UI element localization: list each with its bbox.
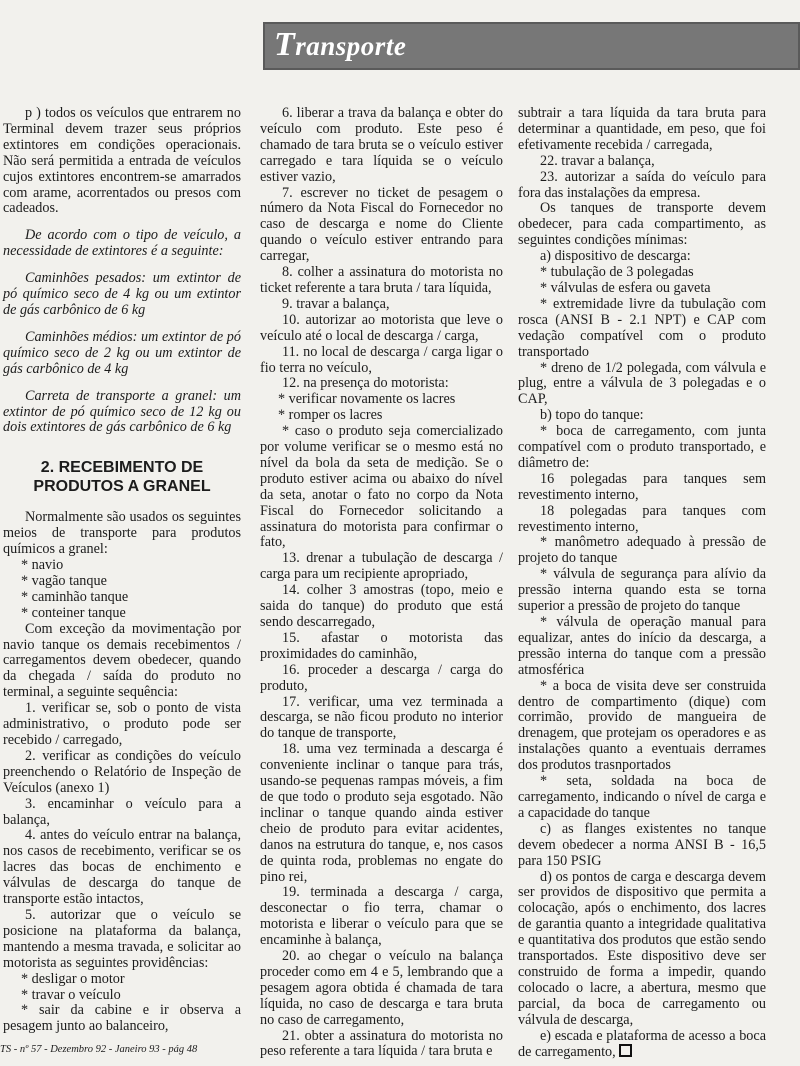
paragraph: Com exceção da movimentação por navio tanque os demais recebimentos / carregamentos devem obedecer, quando da chegada / saída do produto no terminal, a seguinte sequência: bbox=[3, 620, 241, 701]
list-item: 13. drenar a tubulação de descarga / carga para um recipiente apropriado, bbox=[260, 550, 503, 583]
list-item: * vagão tanque bbox=[21, 572, 107, 589]
list-item: 14. colher 3 amostras (topo, meio e saida do tanque) do produto que está sendo descarregado, bbox=[260, 582, 503, 630]
column-2 bbox=[260, 106, 503, 1060]
list-item: 16 polegadas para tanques sem revestimento interno, bbox=[518, 470, 766, 503]
paragraph-italic: Caminhões médios: um extintor de pó químico seco de 2 kg ou um extintor de gás carbônico de 4 kg bbox=[3, 328, 241, 377]
list-item: * extremidade livre da tubulação com rosca (ANSI B - 2.1 NPT) e CAP com vedação compatível com o produto transportado bbox=[518, 295, 766, 360]
list-item: * dreno de 1/2 polegada, com válvula e plug, entre a válvula de 3 polegadas e o CAP, bbox=[518, 359, 766, 408]
paragraph: Os tanques de transporte devem obedecer, para cada compartimento, as seguintes condições mínimas: bbox=[518, 200, 766, 249]
list-item: 8. colher a assinatura do motorista no ticket referente a tara bruta / tara líquida, bbox=[260, 264, 503, 296]
list-item: 2. verificar as condições do veículo preenchendo o Relatório de Inspeção de Veículos (anexo 1) bbox=[3, 747, 241, 796]
list-item: * seta, soldada na boca de carregamento, indicando o nível de carga e a capacidade do tanque bbox=[518, 773, 766, 821]
paragraph: p ) todos os veículos que entrarem no Terminal devem trazer seus próprios extintores em condições operacionais. Não será permitida a entrada de veículos cujos extintores encontrem-se amarrados com arame, acorrentados ou presos com cadeados. bbox=[3, 105, 241, 217]
paragraph-italic: Caminhões pesados: um extintor de pó químico seco de 4 kg ou um extintor de gás carbônico de 6 kg bbox=[3, 270, 241, 318]
section-heading: 2. RECEBIMENTO DE PRODUTOS A GRANEL bbox=[33, 459, 211, 496]
list-item: * caso o produto seja comercializado por volume verificar se o mesmo está no nível da bola da seta de medição. Se o produto estiver acima ou abaixo do nível da seta, anotar o fato no corpo da Nota Fiscal do Fornecedor solicitando a assinatura do motorista para confirmar o fato, bbox=[260, 423, 503, 551]
list-item: 21. obter a assinatura do motorista no peso referente a tara líquida / tara bruta e bbox=[260, 1027, 503, 1060]
list-item: 11. no local de descarga / carga ligar o fio terra no veículo, bbox=[260, 343, 503, 376]
list-item: 3. encaminhar o veículo para a balança, bbox=[3, 795, 241, 828]
paragraph-italic: Carreta de transporte a granel: um extintor de pó químico seco de 12 kg ou dois extintores de gás carbônico de 6 kg bbox=[3, 387, 241, 436]
list-item: * romper os lacres bbox=[278, 407, 383, 424]
list-item: * manômetro adequado à pressão de projeto do tanque bbox=[518, 534, 766, 567]
list-item: 23. autorizar a saída do veículo para fora das instalações da empresa. bbox=[518, 168, 766, 201]
section-header-title: Transporte bbox=[274, 26, 407, 63]
list-item: a) dispositivo de descarga: bbox=[540, 248, 691, 265]
list-item: * desligar o motor bbox=[21, 970, 125, 987]
list-item: * sair da cabine e ir observa a pesagem junto ao balanceiro, bbox=[3, 1002, 241, 1035]
paragraph-italic: De acordo com o tipo de veículo, a necessidade de extintores é a seguinte: bbox=[3, 227, 241, 260]
list-item: 18. uma vez terminada a descarga é conveniente inclinar o tanque para trás, usando-se pequenas rampas móveis, a fim de que todo o produto seja esgotado. Não inclinar o tanque quando ainda estiver cheio de produto para evitar acidentes, danos na estrutura do tanque, e, nos casos de quinta roda, problemas no engate do pino rei, bbox=[260, 741, 503, 885]
list-item: 12. na presença do motorista: bbox=[282, 375, 449, 392]
paragraph: subtrair a tara líquida da tara bruta para determinar a quantidade, em peso, que foi efetivamente recebida / carregada, bbox=[518, 105, 766, 153]
list-item: 19. terminada a descarga / carga, desconectar o fio terra, chamar o motorista e liberar o veículo para que se encaminhe à balança, bbox=[260, 884, 503, 949]
page-footer: TS - nº 57 - Dezembro 92 - Janeiro 93 - pág 48 bbox=[0, 1044, 198, 1055]
list-item: * válvula de operação manual para equalizar, antes do início da descarga, a pressão interna do tanque com a pressão atmosférica bbox=[518, 614, 766, 678]
list-item: 7. escrever no ticket de pesagem o número da Nota Fiscal do Fornecedor no caso de descarga e nome do Cliente quando o veículo estiver entrando para carregar, bbox=[260, 184, 503, 265]
column-1 bbox=[3, 106, 241, 1035]
list-item: 18 polegadas para tanques com revestimento interno, bbox=[518, 502, 766, 535]
list-item: * travar o veículo bbox=[21, 986, 121, 1003]
list-item: 22. travar a balança, bbox=[540, 152, 655, 169]
list-item: 6. liberar a trava da balança e obter do veículo com produto. Este peso é chamado de tara bruta se o veículo estiver carregado e tara líquida se o veículo estiver vazio, bbox=[260, 105, 503, 185]
list-item: 17. verificar, uma vez terminada a descarga, se não ficou produto no interior do tanque de transporte, bbox=[260, 693, 503, 742]
list-item: 4. antes do veículo entrar na balança, nos casos de recebimento, verificar se os lacres das bocas de enchimento e válvulas de descarga do tanque de transporte estão intactos, bbox=[3, 827, 241, 908]
list-item: * tubulação de 3 polegadas bbox=[540, 264, 694, 281]
column-3 bbox=[518, 106, 766, 1061]
list-item: b) topo do tanque: bbox=[540, 407, 644, 424]
list-item: 20. ao chegar o veículo na balança proceder como em 4 e 5, lembrando que a pesagem agora obtida é chamada de tara líquida, no caso de descarga e tara bruta no caso de carregamento, bbox=[260, 948, 503, 1028]
list-item: 15. afastar o motorista das proximidades do caminhão, bbox=[260, 629, 503, 662]
list-item: 1. verificar se, sob o ponto de vista administrativo, o produto pode ser recebido / carregado, bbox=[3, 700, 241, 748]
list-item: 10. autorizar ao motorista que leve o veículo até o local de descarga / carga, bbox=[260, 311, 503, 344]
list-item: 16. proceder a descarga / carga do produto, bbox=[260, 661, 503, 694]
list-item: * a boca de visita deve ser construida dentro de compartimento (dique) com corrimão, provido de mangueira de drenagem, que protejam os operadores e as instalações quanto a eventuais derrames dos produtos trasnportados bbox=[518, 677, 766, 774]
list-item: * caminhão tanque bbox=[21, 588, 129, 605]
list-item: * boca de carregamento, com junta compatível com o produto transportado, e diâmetro de: bbox=[518, 423, 766, 471]
list-item: 5. autorizar que o veículo se posicione na plataforma da balança, mantendo a mesma travada, e solicitar ao motorista as seguintes providências: bbox=[3, 906, 241, 971]
list-item: * válvulas de esfera ou gaveta bbox=[540, 279, 711, 296]
list-item: * conteiner tanque bbox=[21, 604, 126, 621]
end-of-article-square-icon bbox=[619, 1044, 632, 1057]
list-item: d) os pontos de carga e descarga devem ser providos de dispositivo que permita a colocação, após o enchimento, dos lacres de garantia quanto a integridade qualitativa e quantitativa dos produtos que estão sendo transportados. Este dispositivo deve ser construido de forma a impedir, quando colocado o lacre, a abertura, mesmo que parcial, da boca de carregamento ou válvula de descarga, bbox=[518, 868, 766, 1028]
list-item: * navio bbox=[21, 557, 64, 574]
paragraph: Normalmente são usados os seguintes meios de transporte para produtos químicos a granel: bbox=[3, 509, 241, 558]
list-item: e) escada e plataforma de acesso a boca de carregamento, bbox=[518, 1027, 766, 1061]
list-item: * verificar novamente os lacres bbox=[278, 391, 456, 408]
list-item: c) as flanges existentes no tanque devem obedecer a norma ANSI B - 16,5 para 150 PSIG bbox=[518, 820, 766, 869]
list-item: 9. travar a balança, bbox=[282, 295, 390, 312]
list-item: * válvula de segurança para alívio da pressão interna quando esta se torna superior a pressão de projeto do tanque bbox=[518, 566, 766, 615]
